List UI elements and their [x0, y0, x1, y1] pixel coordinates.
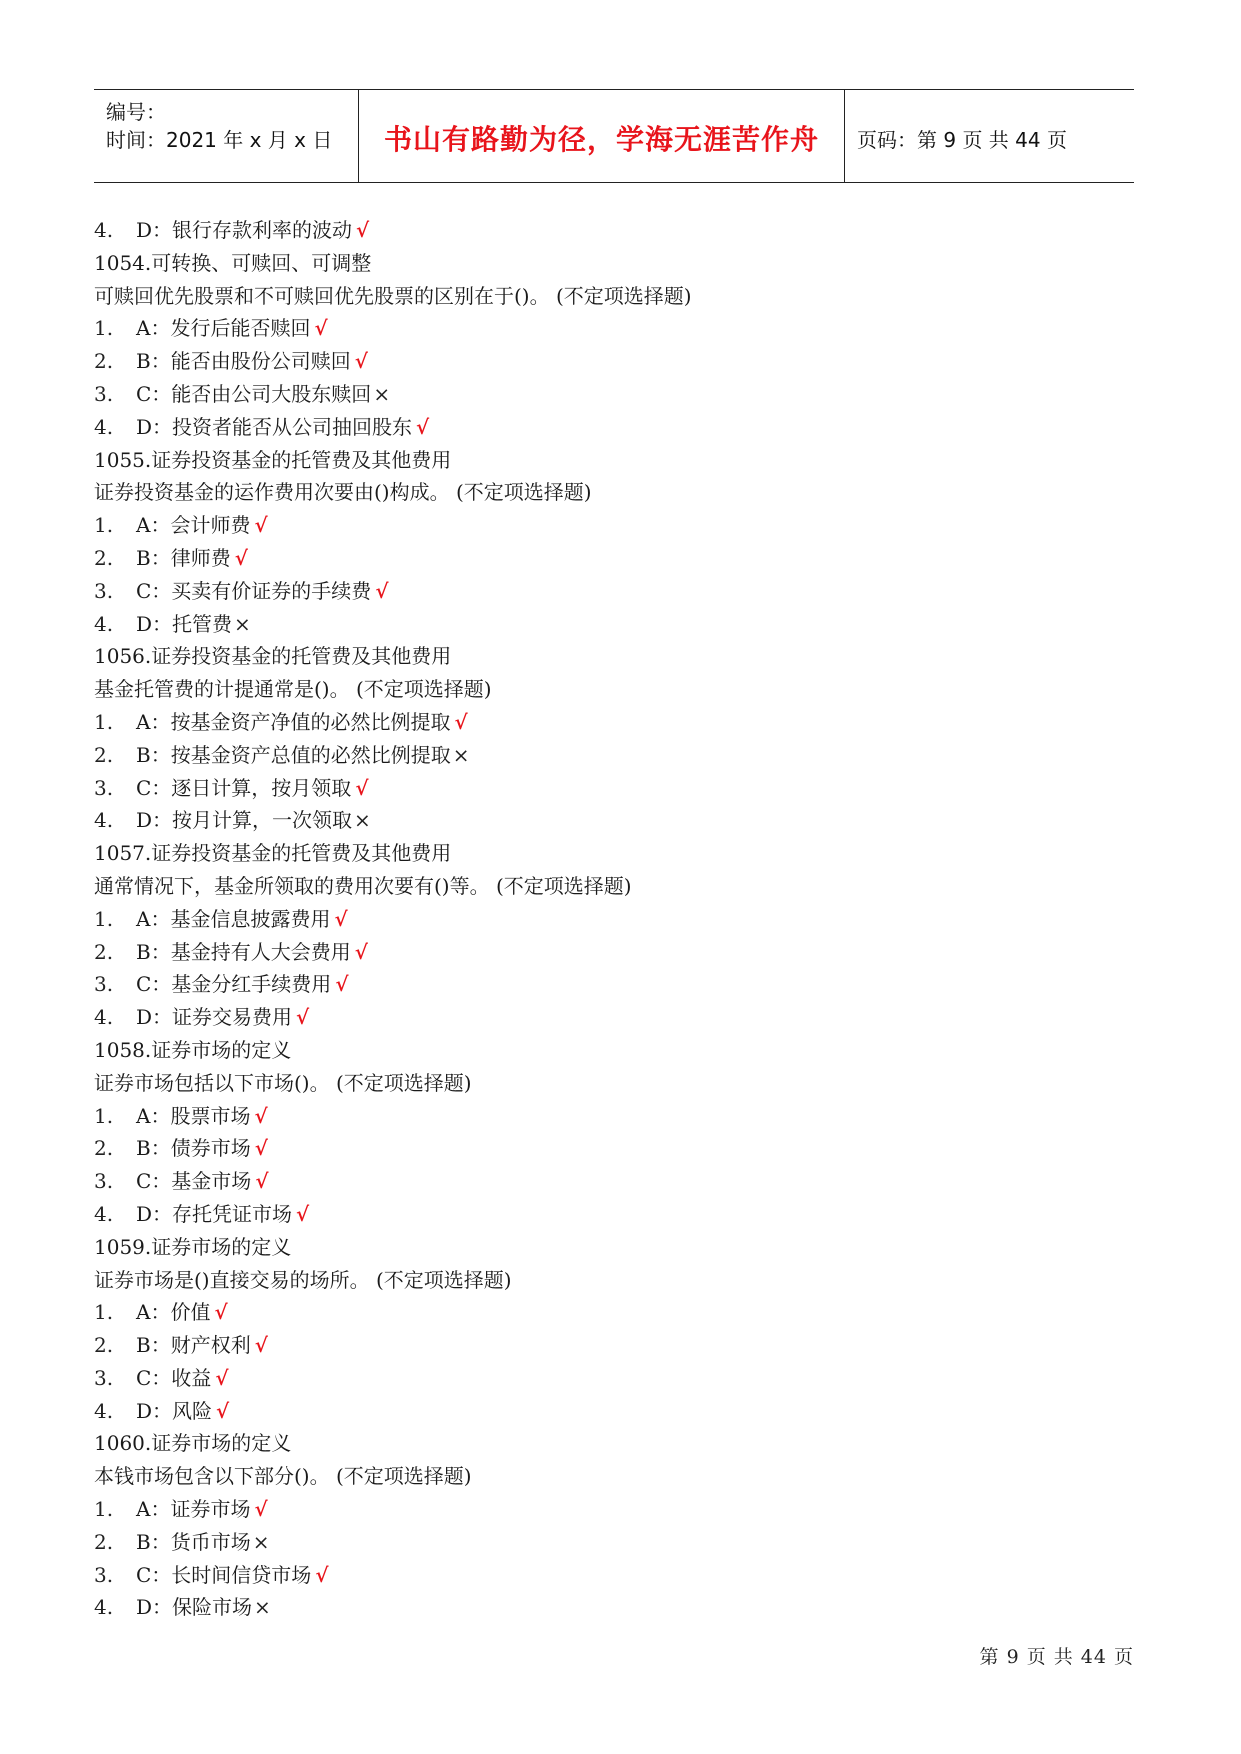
option-number: 2.: [94, 349, 114, 374]
answer-option: [94, 345, 1094, 378]
answer-option: [94, 1493, 1094, 1526]
option-text: A：基金信息披露费用: [136, 906, 331, 931]
check-mark-icon: √: [354, 349, 368, 374]
option-number: 4.: [94, 1005, 114, 1030]
answer-option: [94, 509, 1094, 542]
option-text: B：能否由股份公司赎回: [136, 349, 351, 374]
option-text: D：投资者能否从公司抽回股东: [136, 414, 413, 439]
check-mark-icon: √: [356, 218, 370, 242]
check-mark-icon: √: [255, 1169, 269, 1194]
answer-option: [94, 1100, 1094, 1133]
answer-option: [94, 1296, 1094, 1329]
header-motto: 书山有路勤为径，学海无涯苦作舟: [383, 123, 819, 156]
option-number: 3.: [94, 972, 114, 997]
answer-option: [94, 739, 1094, 772]
question-text: 证券市场包括以下市场()。 (不定项选择题): [94, 1070, 472, 1095]
check-mark-icon: √: [355, 775, 369, 800]
check-mark-icon: √: [315, 1562, 329, 1587]
option-text: D：保险市场: [136, 1595, 253, 1620]
option-text: C：逐日计算，按月领取: [136, 775, 352, 800]
option-number: 1.: [94, 1497, 114, 1522]
check-mark-icon: √: [216, 1398, 230, 1423]
option-text: C：买卖有价证券的手续费: [136, 578, 372, 603]
option-number: 1.: [94, 1300, 114, 1325]
question-topic: 1055.证券投资基金的托管费及其他费用: [94, 447, 452, 472]
option-text: A：会计师费: [136, 513, 251, 538]
option-text: C：能否由公司大股东赎回: [136, 381, 372, 406]
cross-mark-icon: ×: [254, 1595, 271, 1620]
option-number: 1.: [94, 906, 114, 931]
question-text: 本钱市场包含以下部分()。 (不定项选择题): [94, 1464, 472, 1489]
option-text: A：按基金资产净值的必然比例提取: [136, 709, 451, 734]
option-text: B：货币市场: [136, 1529, 251, 1554]
answer-option: [94, 1526, 1094, 1559]
question-topic: 1054.可转换、可赎回、可调整: [94, 250, 372, 275]
option-number: 3.: [94, 1562, 114, 1587]
header-motto-cell: [359, 90, 845, 182]
answer-option: [94, 1329, 1094, 1362]
check-mark-icon: √: [215, 1365, 229, 1390]
option-number: 3.: [94, 1169, 114, 1194]
answer-option: [94, 1132, 1094, 1165]
option-number: 3.: [94, 381, 114, 406]
option-text: B：债券市场: [136, 1136, 251, 1161]
page-footer: 第 9 页 共 44 页: [979, 1646, 1134, 1668]
option-number: 4.: [94, 218, 114, 242]
header-page-label: 页码：第 9 页 共 44 页: [857, 128, 1067, 152]
question-text: 可赎回优先股票和不可赎回优先股票的区别在于()。 (不定项选择题): [94, 283, 692, 308]
answer-option: [94, 804, 1094, 837]
option-number: 1.: [94, 513, 114, 538]
question-text: 证券市场是()直接交易的场所。 (不定项选择题): [94, 1267, 512, 1292]
option-text: D：风险: [136, 1398, 213, 1423]
answer-option: [94, 772, 1094, 805]
option-text: B：按基金资产总值的必然比例提取: [136, 742, 451, 767]
answer-option: [94, 1559, 1094, 1592]
answer-option: [94, 214, 1094, 247]
check-mark-icon: √: [254, 513, 268, 538]
check-mark-icon: √: [234, 545, 248, 570]
option-number: 4.: [94, 1201, 114, 1226]
cross-mark-icon: ×: [452, 742, 470, 767]
option-text: D：证券交易费用: [136, 1005, 293, 1030]
check-mark-icon: √: [334, 906, 348, 931]
answer-option: [94, 542, 1094, 575]
check-mark-icon: √: [335, 972, 349, 997]
check-mark-icon: √: [454, 709, 468, 734]
option-text: B：财产权利: [136, 1333, 251, 1358]
question-topic: 1059.证券市场的定义: [94, 1234, 292, 1259]
answer-option: [94, 378, 1094, 411]
option-number: 2.: [94, 1333, 114, 1358]
answer-option: [94, 936, 1094, 969]
answer-option: [94, 411, 1094, 444]
question-topic: 1060.证券市场的定义: [94, 1431, 292, 1456]
cross-mark-icon: ×: [373, 381, 391, 406]
answer-option: [94, 1362, 1094, 1395]
answer-option: [94, 1395, 1094, 1428]
option-number: 2.: [94, 1136, 114, 1161]
answer-option: [94, 903, 1094, 936]
check-mark-icon: √: [375, 578, 389, 603]
answer-option: [94, 312, 1094, 345]
option-number: 4.: [94, 414, 114, 439]
answer-option: [94, 706, 1094, 739]
header-info-cell: [94, 90, 359, 182]
option-number: 4.: [94, 611, 114, 636]
check-mark-icon: √: [214, 1300, 228, 1325]
check-mark-icon: √: [254, 1497, 268, 1522]
answer-option: [94, 1165, 1094, 1198]
option-text: C：收益: [136, 1365, 212, 1390]
option-text: A：价值: [136, 1300, 211, 1325]
check-mark-icon: √: [296, 1005, 310, 1030]
question-text: 基金托管费的计提通常是()。 (不定项选择题): [94, 677, 492, 702]
check-mark-icon: √: [314, 316, 328, 341]
option-number: 1.: [94, 709, 114, 734]
option-number: 1.: [94, 316, 114, 341]
option-number: 3.: [94, 775, 114, 800]
option-number: 4.: [94, 1398, 114, 1423]
header-number-label: 编号：: [106, 100, 166, 124]
check-mark-icon: √: [296, 1201, 310, 1226]
cross-mark-icon: ×: [234, 611, 251, 636]
option-text: B：律师费: [136, 545, 231, 570]
question-topic: 1056.证券投资基金的托管费及其他费用: [94, 644, 452, 669]
option-text: D：按月计算，一次领取: [136, 808, 353, 833]
option-number: 1.: [94, 1103, 114, 1128]
question-text: 通常情况下，基金所领取的费用次要有()等。 (不定项选择题): [94, 873, 632, 898]
check-mark-icon: √: [416, 414, 430, 439]
check-mark-icon: √: [254, 1333, 268, 1358]
answer-option: [94, 608, 1094, 641]
question-topic: 1057.证券投资基金的托管费及其他费用: [94, 841, 452, 866]
option-number: 4.: [94, 1595, 114, 1620]
question-list: [94, 214, 1094, 1624]
option-text: D：银行存款利率的波动: [136, 218, 353, 242]
option-number: 2.: [94, 1529, 114, 1554]
option-number: 2.: [94, 939, 114, 964]
answer-option: [94, 1198, 1094, 1231]
check-mark-icon: √: [254, 1103, 268, 1128]
option-text: C：基金市场: [136, 1169, 252, 1194]
option-text: D：托管费: [136, 611, 233, 636]
question-topic: 1058.证券市场的定义: [94, 1037, 292, 1062]
option-text: C：基金分红手续费用: [136, 972, 332, 997]
option-text: D：存托凭证市场: [136, 1201, 293, 1226]
option-number: 3.: [94, 1365, 114, 1390]
page-header: [94, 89, 1134, 183]
option-text: B：基金持有人大会费用: [136, 939, 351, 964]
answer-option: [94, 575, 1094, 608]
question-text: 证券投资基金的运作费用次要由()构成。 (不定项选择题): [94, 480, 592, 505]
header-time-label: 时间：2021 年 x 月 x 日: [106, 128, 333, 152]
option-text: A：股票市场: [136, 1103, 251, 1128]
cross-mark-icon: ×: [252, 1529, 270, 1554]
option-number: 3.: [94, 578, 114, 603]
option-text: A：证券市场: [136, 1497, 251, 1522]
option-number: 4.: [94, 808, 114, 833]
check-mark-icon: √: [254, 1136, 268, 1161]
answer-option: [94, 1591, 1094, 1624]
option-number: 2.: [94, 742, 114, 767]
answer-option: [94, 1001, 1094, 1034]
option-text: A：发行后能否赎回: [136, 316, 311, 341]
cross-mark-icon: ×: [354, 808, 371, 833]
option-text: C：长时间信贷市场: [136, 1562, 312, 1587]
answer-option: [94, 968, 1094, 1001]
check-mark-icon: √: [354, 939, 368, 964]
header-page-cell: [845, 90, 1134, 182]
option-number: 2.: [94, 545, 114, 570]
